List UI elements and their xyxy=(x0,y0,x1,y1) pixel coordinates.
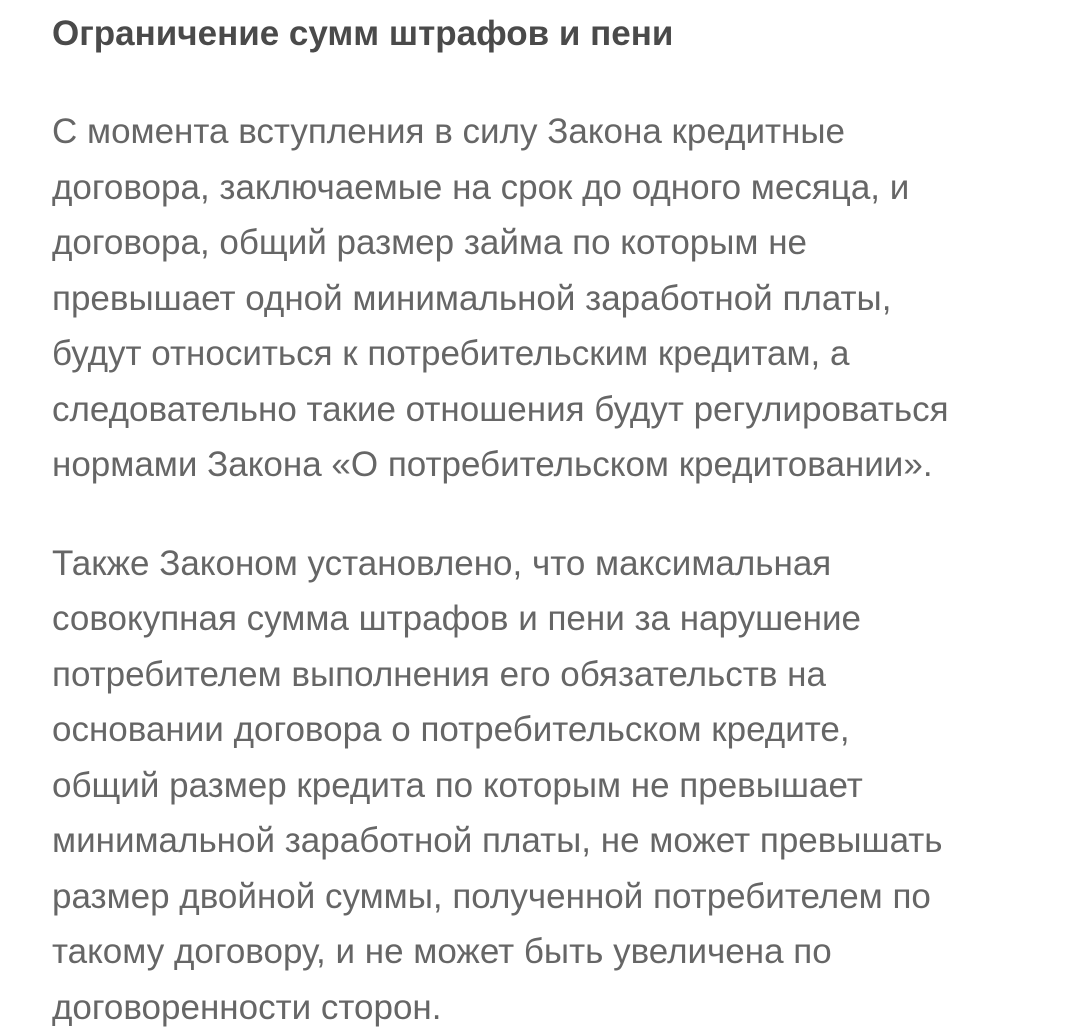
paragraph-line: С момента вступления в силу Закона кредитные xyxy=(52,112,845,151)
article-paragraph-2 xyxy=(52,536,1040,1028)
article-heading: Ограничение сумм штрафов и пени xyxy=(52,14,674,53)
paragraph-line: такому договору, и не может быть увеличена по xyxy=(52,932,832,971)
paragraph-line: договора, заключаемые на срок до одного месяца, и xyxy=(52,167,910,207)
paragraph-line: минимальной заработной платы, не может превышать xyxy=(52,821,943,860)
paragraph-line: общий размер кредита по которым не превышает xyxy=(52,765,863,805)
paragraph-line: будут относиться к потребительским кредитам, а xyxy=(52,334,850,373)
article-paragraph-1 xyxy=(52,104,1040,493)
paragraph-line: договоренности сторон. xyxy=(52,987,442,1027)
paragraph-line: нормами Закона «О потребительском кредитовании». xyxy=(52,445,933,484)
paragraph-line: превышает одной минимальной заработной платы, xyxy=(52,278,892,318)
paragraph-line: Также Законом установлено, что максимальная xyxy=(52,543,832,583)
paragraph-line: совокупная сумма штрафов и пени за нарушение xyxy=(52,599,861,638)
paragraph-line: следовательно такие отношения будут регулироваться xyxy=(52,389,949,429)
paragraph-line: размер двойной суммы, полученной потребителем по xyxy=(52,876,931,916)
paragraph-line: договора, общий размер займа по которым не xyxy=(52,223,807,262)
paragraph-line: основании договора о потребительском кредите, xyxy=(52,710,850,749)
paragraph-line: потребителем выполнения его обязательств на xyxy=(52,654,826,694)
